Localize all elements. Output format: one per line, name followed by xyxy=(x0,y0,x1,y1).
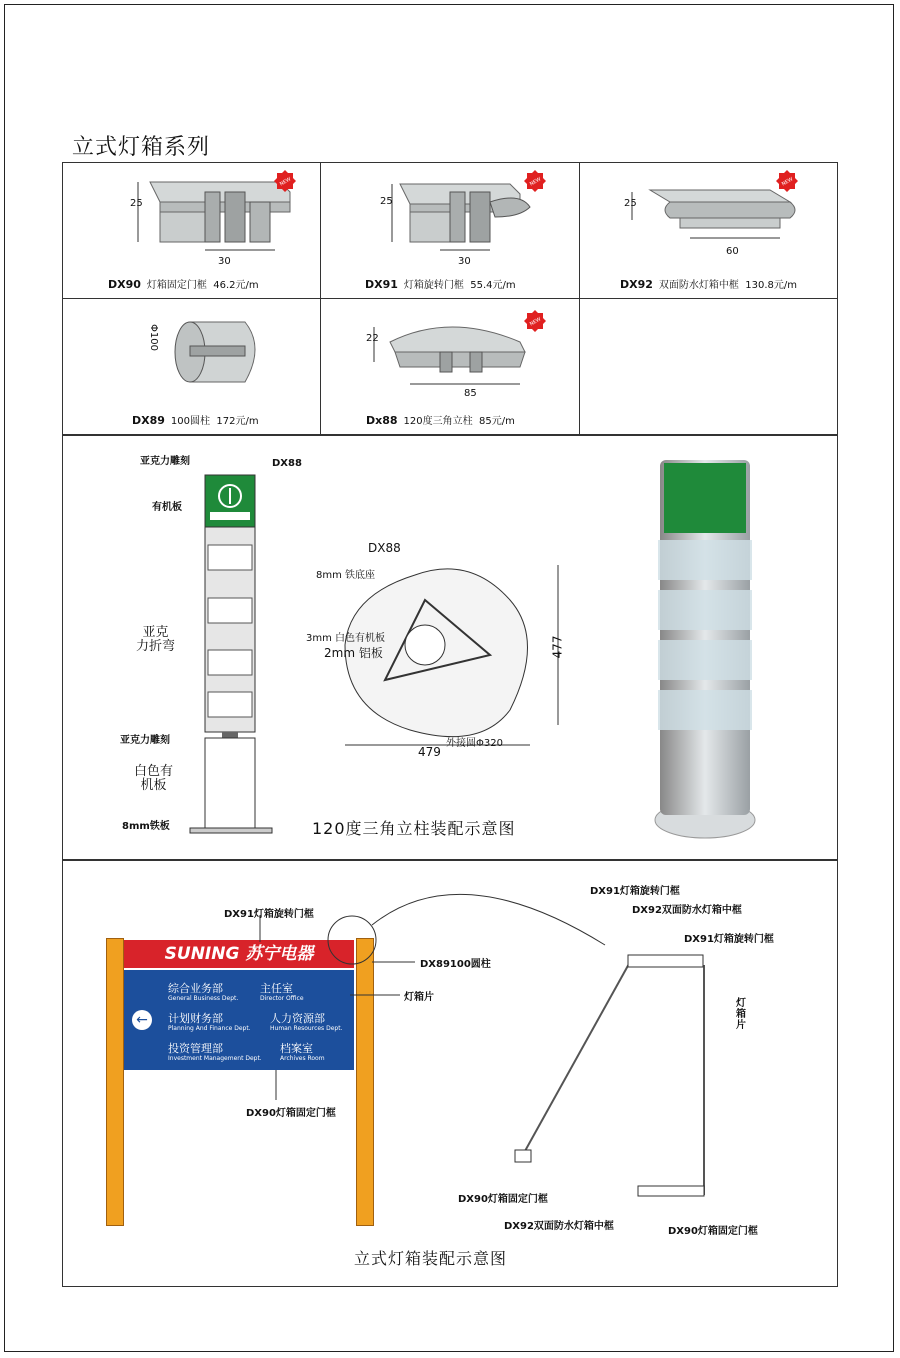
dx91-price: 55.4元/m xyxy=(470,280,516,291)
dx90-dim-w: 30 xyxy=(218,256,231,267)
dx89-code: DX89 xyxy=(132,414,165,427)
dx91-desc: 灯箱旋转门框 xyxy=(403,280,464,291)
plan-label-dx88: DX88 xyxy=(368,541,401,555)
new-badge-text: NEW xyxy=(528,316,543,328)
sign-item-zh: 计划财务部 xyxy=(168,1012,223,1025)
plan-dim-width: 479 xyxy=(418,745,441,759)
new-badge-text: NEW xyxy=(780,176,795,188)
label-organic-board: 有机板 xyxy=(152,502,182,513)
sign-item-zh: 投资管理部 xyxy=(168,1042,223,1055)
label-dx91-right: DX91灯箱旋转门框 xyxy=(684,934,774,945)
label-dx89: DX89100圆柱 xyxy=(420,959,491,970)
dx89-desc: 100圆柱 xyxy=(170,416,211,427)
dx91-dim-h: 25 xyxy=(380,196,393,207)
sign-brand: SUNING 苏宁电器 xyxy=(124,940,354,968)
sign-item-en: Director Office xyxy=(260,995,304,1002)
label-dx92-top: DX92双面防水灯箱中框 xyxy=(632,905,742,916)
dx88-dim-w: 85 xyxy=(464,388,477,399)
lightbox-section-title: 立式灯箱装配示意图 xyxy=(354,1249,508,1268)
dx89-dim-d: Φ100 xyxy=(147,324,159,351)
plan-dim-height: 477 xyxy=(550,635,565,659)
label-acrylic-fold: 亚克 力折弯 xyxy=(136,625,176,654)
dx90-price: 46.2元/m xyxy=(213,280,259,291)
dx92-dim-w: 60 xyxy=(726,246,739,257)
label-dx90-bottom: DX90灯箱固定门框 xyxy=(668,1226,758,1237)
label-dx91-left: DX91灯箱旋转门框 xyxy=(224,909,314,920)
label-dx90-mid: DX90灯箱固定门框 xyxy=(458,1194,548,1205)
dx89-price: 172元/m xyxy=(216,416,259,427)
sign-item-en: General Business Dept. xyxy=(168,995,239,1002)
dx92-dim-h: 25 xyxy=(624,198,637,209)
sign-item-zh: 主任室 xyxy=(260,982,293,995)
label-dx91-top: DX91灯箱旋转门框 xyxy=(590,886,680,897)
dx90-code: DX90 xyxy=(108,278,141,291)
plan-label-aluminum: 2mm 铝板 xyxy=(324,646,383,660)
label-panel-right: 灯 箱 片 xyxy=(736,998,746,1031)
label-white-board: 白色有 机板 xyxy=(134,764,174,793)
new-badge-text: NEW xyxy=(528,176,543,188)
page-title: 立式灯箱系列 xyxy=(72,135,211,160)
dx92-desc: 双面防水灯箱中框 xyxy=(658,280,739,291)
column-section-title: 120度三角立柱装配示意图 xyxy=(312,819,516,838)
label-dx90-left: DX90灯箱固定门框 xyxy=(246,1108,336,1119)
label-acrylic-engrave-top: 亚克力雕刻 xyxy=(140,456,190,467)
plan-outer-circle: 外接圆Φ320 xyxy=(446,738,503,749)
dx88-dim-h: 22 xyxy=(366,333,379,344)
label-dx92-bottom: DX92双面防水灯箱中框 xyxy=(504,1221,614,1232)
dx88-code: Dx88 xyxy=(366,414,398,427)
label-acrylic-engrave-bottom: 亚克力雕刻 xyxy=(120,735,170,746)
label-dx88: DX88 xyxy=(272,458,302,469)
sign-item-en: Human Resources Dept. xyxy=(270,1025,343,1032)
dx90-desc: 灯箱固定门框 xyxy=(146,280,207,291)
sign-item-zh: 档案室 xyxy=(280,1042,313,1055)
sign-item-en: Investment Management Dept. xyxy=(168,1055,262,1062)
dx88-price: 85元/m xyxy=(479,416,515,427)
label-panel: 灯箱片 xyxy=(404,992,434,1003)
dx91-dim-w: 30 xyxy=(458,256,471,267)
new-badge-text: NEW xyxy=(278,176,293,188)
sign-item-zh: 人力资源部 xyxy=(270,1012,325,1025)
dx88-desc: 120度三角立柱 xyxy=(403,416,473,427)
dx92-price: 130.8元/m xyxy=(745,280,798,291)
plan-label-white-board: 3mm 白色有机板 xyxy=(306,633,386,644)
plan-label-iron-base: 8mm 铁底座 xyxy=(316,570,376,581)
label-iron-plate: 8mm铁板 xyxy=(122,821,170,832)
dx90-dim-h: 25 xyxy=(130,198,143,209)
sign-item-en: Archives Room xyxy=(280,1055,325,1062)
arrow-left-icon: ← xyxy=(132,1010,152,1030)
sign-item-zh: 综合业务部 xyxy=(168,982,223,995)
dx91-code: DX91 xyxy=(365,278,398,291)
sign-item-en: Planning And Finance Dept. xyxy=(168,1025,251,1032)
dx92-code: DX92 xyxy=(620,278,653,291)
